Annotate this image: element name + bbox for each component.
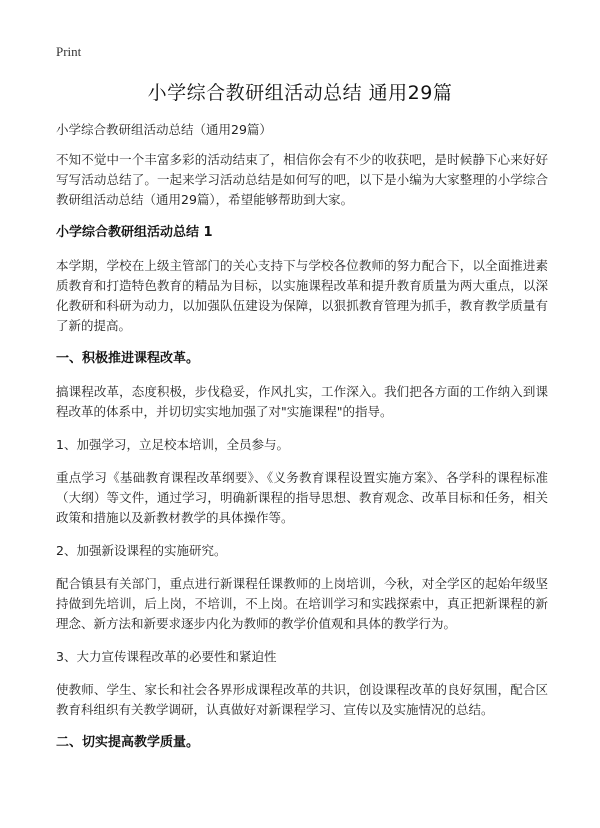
- document-subtitle: 小学综合教研组活动总结（通用29篇）: [56, 122, 272, 137]
- paragraph-3: 重点学习《基础教育课程改革纲要》、《义务教育课程设置实施方案》、各学科的课程标准（大纲）等文件，通过学习，明确新课程的指导思想、教育观念、改革目标和任务，相关政策和措施以及新教材教学的具体操作等。: [56, 470, 548, 525]
- list-item-3: 3、大力宣传课程改革的必要性和紧迫性: [56, 649, 277, 664]
- list-item-1: 1、加强学习，立足校本培训，全员参与。: [56, 437, 289, 452]
- paragraph-4: 配合镇县有关部门，重点进行新课程任课教师的上岗培训，今秋，对全学区的起始年级坚持做到先培训，后上岗，不培训，不上岗。在培训学习和实践探索中，真正把新课程的新理念、新方法和新要求逐步内化为教师的教学价值观和具体的教学行为。: [56, 576, 548, 631]
- heading-teaching-quality: 二、切实提高教学质量。: [56, 735, 200, 750]
- paragraph-5: 使教师、学生、家长和社会各界形成课程改革的共识，创设课程改革的良好氛围，配合区教育科组织有关教学调研，认真做好对新课程学习、宣传以及实施情况的总结。: [56, 682, 548, 717]
- paragraph-1: 本学期，学校在上级主管部门的关心支持下与学校各位教师的努力配合下，以全面推进素质教育和打造特色教育的精品为目标，以实施课程改革和提升教育质量为两大重点，以深化教研和科研为动力，以加强队伍建设为保障，以狠抓教育管理为抓手，教育教学质量有了新的提高。: [56, 258, 548, 333]
- paragraph-2: 搞课程改革，态度积极，步伐稳妥，作风扎实，工作深入。我们把各方面的工作纳入到课程改革的体系中，并切切实实地加强了对"实施课程"的指导。: [56, 384, 548, 419]
- section-heading: 小学综合教研组活动总结 1: [56, 225, 213, 240]
- print-label[interactable]: Print: [56, 44, 82, 59]
- document-body: [56, 120, 548, 766]
- list-item-2: 2、加强新设课程的实施研究。: [56, 543, 227, 558]
- intro-paragraph: 不知不觉中一个丰富多彩的活动结束了，相信你会有不少的收获吧，是时候静下心来好好写写活动总结了。一起来学习活动总结是如何写的吧，以下是小编为大家整理的小学综合教研组活动总结（通用29篇），希望能够帮助到大家。: [56, 152, 548, 207]
- heading-curriculum-reform: 一、积极推进课程改革。: [56, 351, 200, 366]
- page-title: 小学综合教研组活动总结 通用29篇: [147, 82, 453, 104]
